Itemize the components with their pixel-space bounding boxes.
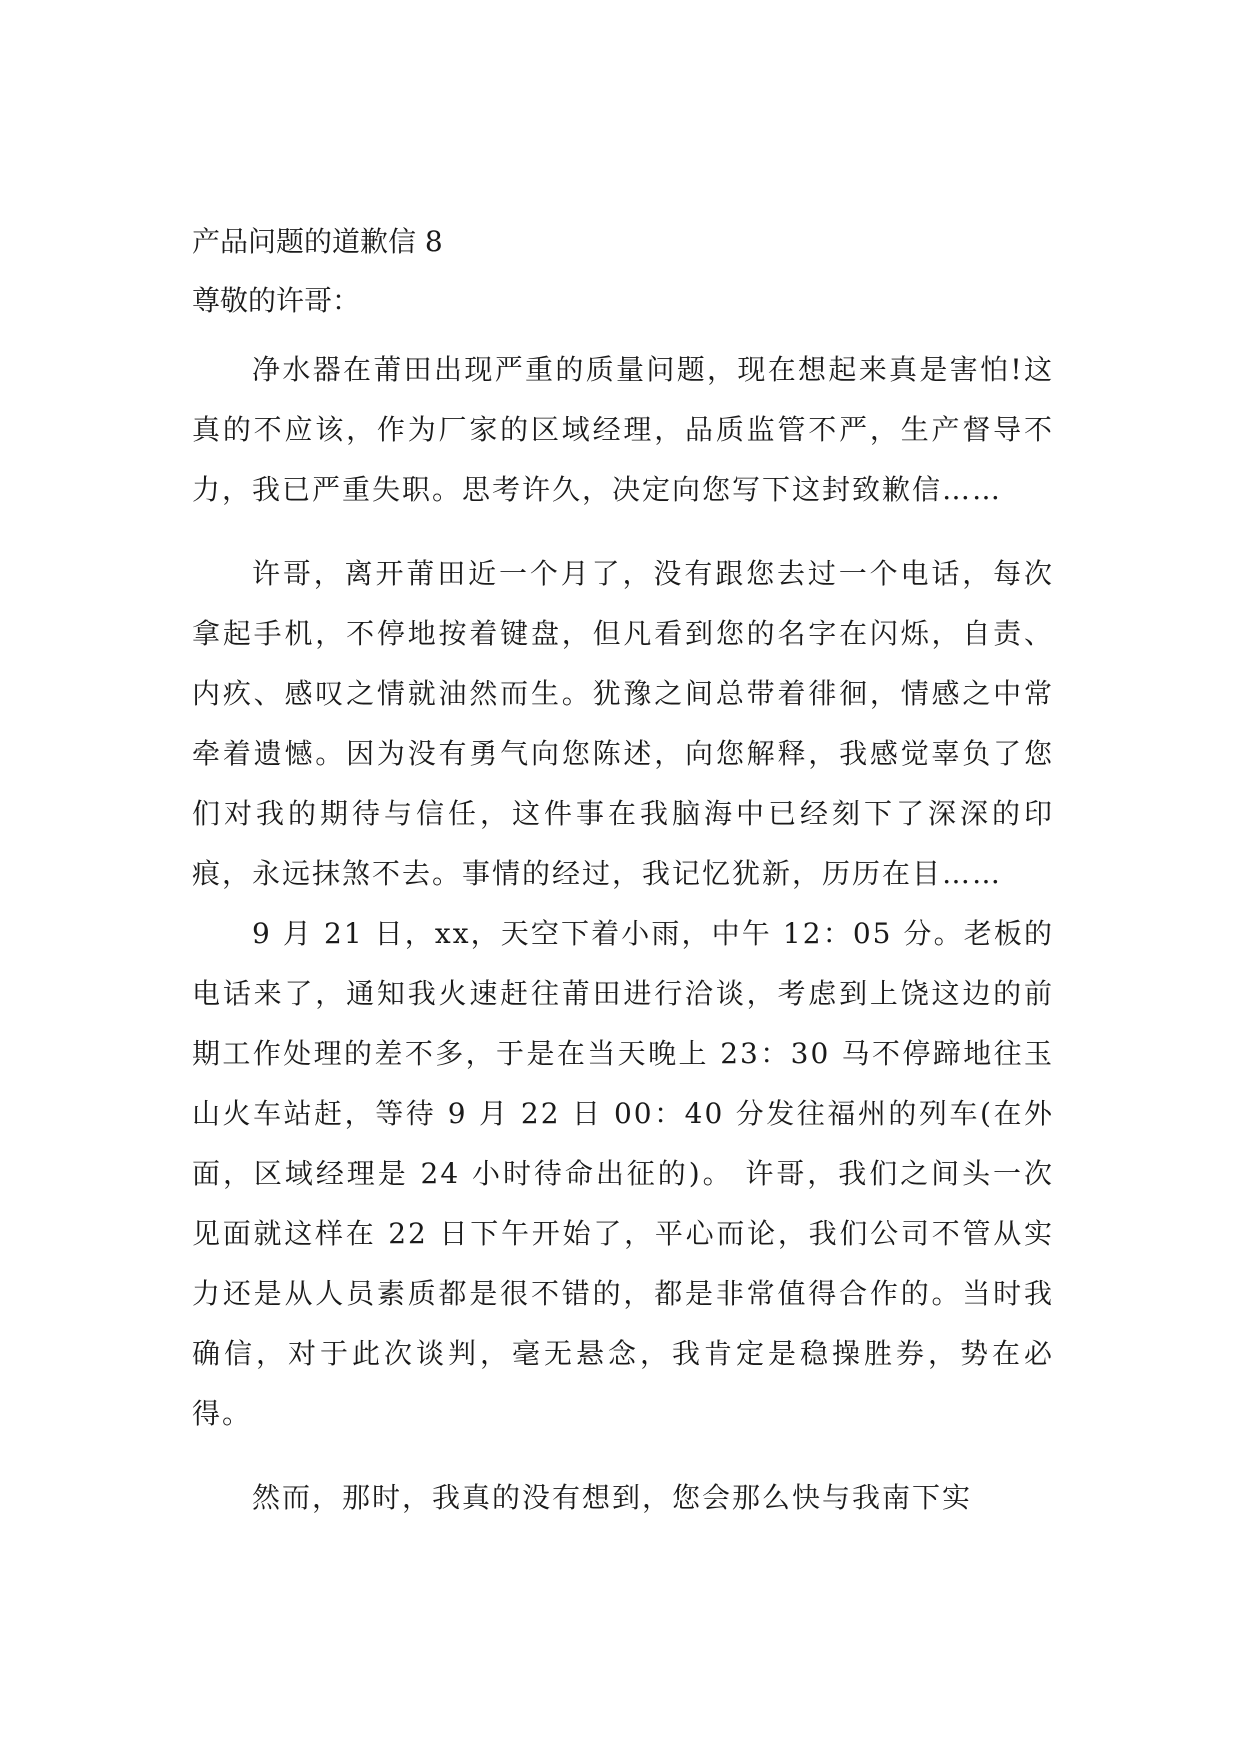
document-title: 产品问题的道歉信 8 — [192, 225, 443, 258]
paragraph-3: 9 月 21 日，xx，天空下着小雨，中午 12：05 分。老板的电话来了，通知我火速赶往莆田进行洽谈，考虑到上饶这边的前期工作处理的差不多，于是在当天晚上 23：30 马不停蹄地往玉山火车站赶，等待 9 月 22 日 00：40 分发往福州的列车(在外面，区域经理是 24 小时待命出征的)。 许哥，我们之间头一次见面就这样在 22 日下午开始了，平心而论，我们公司不管从实力还是从人员素质都是很不错的，都是非常值得合作的。当时我确信，对于此次谈判，毫无悬念，我肯定是稳操胜券，势在必得。 — [192, 917, 1054, 1430]
paragraph-1: 净水器在莆田出现严重的质量问题，现在想起来真是害怕!这真的不应该，作为厂家的区域经理，品质监管不严，生产督导不力，我已严重失职。思考许久，决定向您写下这封致歉信…… — [192, 353, 1054, 506]
paragraph-2: 许哥，离开莆田近一个月了，没有跟您去过一个电话，每次拿起手机，不停地按着键盘，但凡看到您的名字在闪烁，自责、内疚、感叹之情就油然而生。犹豫之间总带着徘徊，情感之中常牵着遗憾。因为没有勇气向您陈述，向您解释，我感觉辜负了您们对我的期待与信任，这件事在我脑海中已经刻下了深深的印痕，永远抹煞不去。事情的经过，我记忆犹新，历历在目…… — [192, 557, 1054, 890]
letter-body — [192, 340, 1054, 1528]
salutation: 尊敬的许哥： — [192, 284, 361, 317]
paragraph-4: 然而，那时，我真的没有想到，您会那么快与我南下实 — [252, 1481, 973, 1514]
